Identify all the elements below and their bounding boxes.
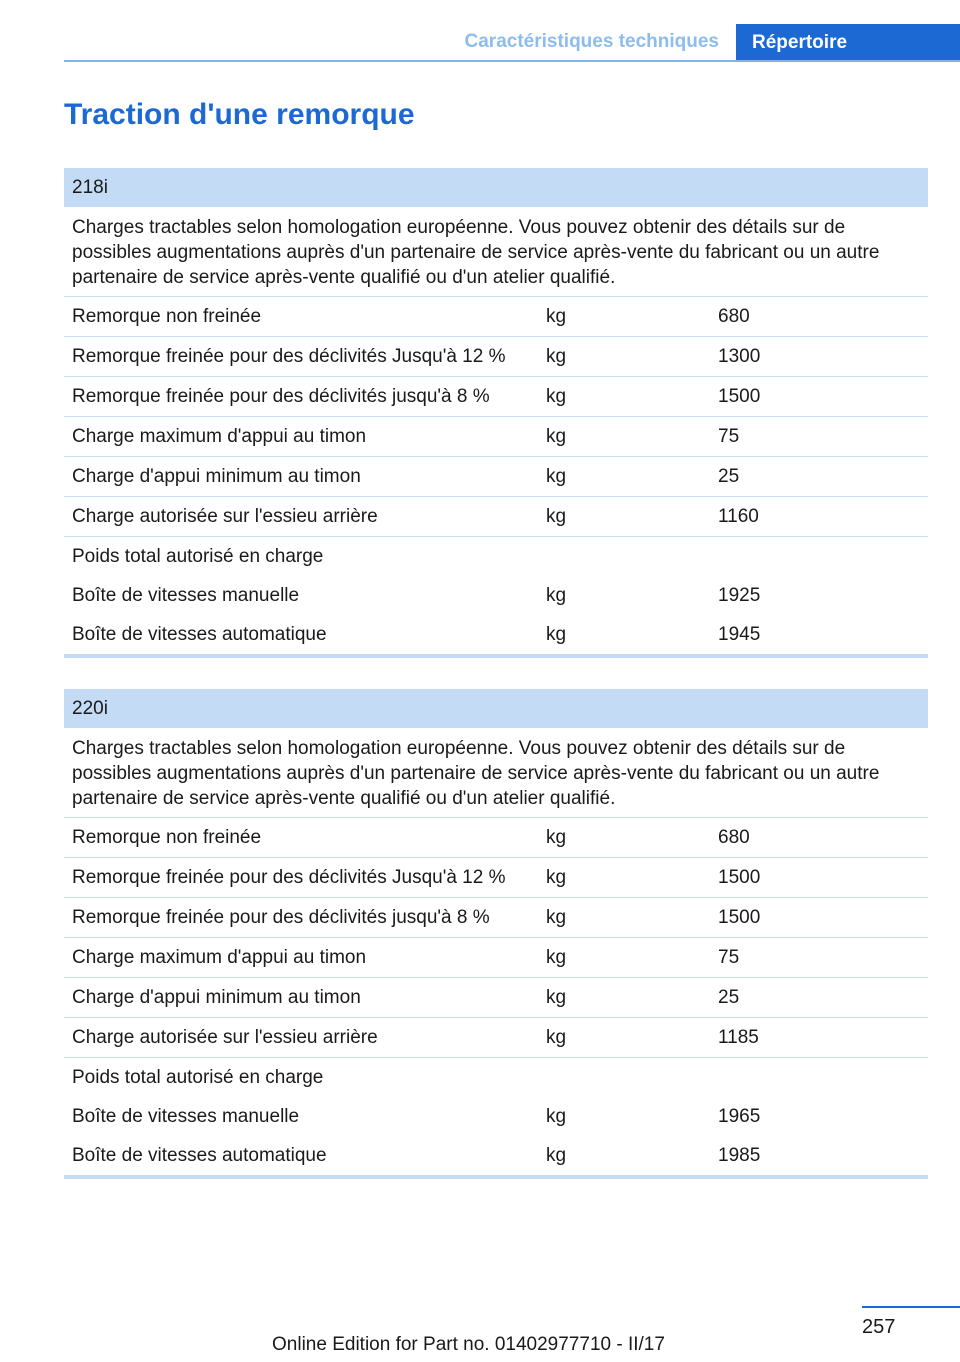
table-row bbox=[64, 1136, 928, 1175]
row-label: Boîte de vitesses automatique bbox=[72, 1145, 327, 1166]
row-value: 1160 bbox=[718, 506, 759, 527]
row-label: Charge d'appui minimum au timon bbox=[72, 466, 361, 487]
row-value: 1985 bbox=[718, 1145, 761, 1166]
row-label: Charge autorisée sur l'essieu arrière bbox=[72, 1027, 378, 1048]
row-value bbox=[710, 1058, 928, 1097]
row-value: 1925 bbox=[718, 585, 761, 606]
row-value: 1500 bbox=[718, 386, 761, 407]
page-title: Traction d'une remorque bbox=[64, 98, 415, 131]
row-unit: kg bbox=[546, 1106, 567, 1127]
header-divider bbox=[64, 60, 960, 62]
row-unit: kg bbox=[546, 386, 567, 407]
row-unit: kg bbox=[546, 426, 567, 447]
row-label: Charge maximum d'appui au timon bbox=[72, 947, 367, 968]
row-value bbox=[710, 537, 928, 576]
row-unit: kg bbox=[546, 624, 567, 645]
page-number: 257 bbox=[862, 1316, 896, 1338]
row-unit: kg bbox=[546, 466, 567, 487]
row-unit: kg bbox=[546, 987, 567, 1008]
table-row bbox=[64, 1058, 928, 1097]
row-label: Boîte de vitesses manuelle bbox=[72, 585, 300, 606]
row-value: 25 bbox=[718, 987, 740, 1008]
row-unit: kg bbox=[546, 1145, 567, 1166]
tab-caracteristiques-techniques[interactable]: Caractéristiques techniques bbox=[464, 31, 719, 52]
row-label: Charge maximum d'appui au timon bbox=[72, 426, 367, 447]
row-unit: kg bbox=[546, 827, 567, 848]
row-unit: kg bbox=[546, 867, 567, 888]
table-row bbox=[64, 576, 928, 615]
table-bottom-rule bbox=[64, 1175, 928, 1179]
table-description: Charges tractables selon homologation européenne. Vous pouvez obtenir des détails sur de possibles augmentations auprès d'un partenaire de service après-vente du fabricant ou un autre partenaire de service après-vente qualifié ou d'un atelier qualifié. bbox=[64, 728, 928, 818]
table-row bbox=[64, 978, 928, 1018]
row-value: 1185 bbox=[718, 1027, 759, 1048]
row-value: 1965 bbox=[718, 1106, 761, 1127]
row-value: 75 bbox=[718, 426, 740, 447]
row-label: Poids total autorisé en charge bbox=[72, 1067, 324, 1088]
row-label: Boîte de vitesses manuelle bbox=[72, 1106, 300, 1127]
table-row bbox=[64, 938, 928, 978]
row-unit: kg bbox=[546, 506, 567, 527]
table-row bbox=[64, 858, 928, 898]
row-unit bbox=[538, 1058, 710, 1097]
row-unit: kg bbox=[546, 947, 567, 968]
table-row bbox=[64, 898, 928, 938]
table-model-heading: 220i bbox=[64, 689, 928, 728]
row-label: Remorque freinée pour des déclivités Jusqu'à 12 % bbox=[72, 867, 506, 888]
table-row bbox=[64, 615, 928, 654]
spec-table-218i bbox=[64, 168, 928, 658]
row-value: 1500 bbox=[718, 867, 761, 888]
row-value: 1945 bbox=[718, 624, 761, 645]
row-label: Remorque freinée pour des déclivités jusqu'à 8 % bbox=[72, 386, 490, 407]
table-row bbox=[64, 537, 928, 576]
row-value: 680 bbox=[718, 827, 750, 848]
table-row bbox=[64, 337, 928, 377]
table-row bbox=[64, 297, 928, 337]
row-label: Remorque freinée pour des déclivités Jusqu'à 12 % bbox=[72, 346, 506, 367]
row-value: 75 bbox=[718, 947, 740, 968]
row-label: Poids total autorisé en charge bbox=[72, 546, 324, 567]
row-unit: kg bbox=[546, 346, 567, 367]
row-unit: kg bbox=[546, 1027, 567, 1048]
row-label: Remorque non freinée bbox=[72, 827, 262, 848]
row-label: Remorque non freinée bbox=[72, 306, 262, 327]
row-unit: kg bbox=[546, 306, 567, 327]
row-unit: kg bbox=[546, 907, 567, 928]
table-model-heading: 218i bbox=[64, 168, 928, 207]
row-value: 1500 bbox=[718, 907, 761, 928]
table-row bbox=[64, 818, 928, 858]
page-header bbox=[64, 24, 960, 62]
table-row bbox=[64, 497, 928, 537]
table-row bbox=[64, 377, 928, 417]
footer-edition: Online Edition for Part no. 01402977710 - II/17 bbox=[272, 1334, 665, 1355]
row-value: 680 bbox=[718, 306, 750, 327]
row-label: Boîte de vitesses automatique bbox=[72, 624, 327, 645]
table-row bbox=[64, 457, 928, 497]
row-label: Charge d'appui minimum au timon bbox=[72, 987, 361, 1008]
row-unit: kg bbox=[546, 585, 567, 606]
spec-table-220i bbox=[64, 689, 928, 1179]
row-unit bbox=[538, 537, 710, 576]
page-number-rule bbox=[862, 1306, 960, 1308]
table-description: Charges tractables selon homologation européenne. Vous pouvez obtenir des détails sur de possibles augmentations auprès d'un partenaire de service après-vente du fabricant ou un autre partenaire de service après-vente qualifié ou d'un atelier qualifié. bbox=[64, 207, 928, 297]
row-value: 25 bbox=[718, 466, 740, 487]
row-label: Remorque freinée pour des déclivités jusqu'à 8 % bbox=[72, 907, 490, 928]
table-row bbox=[64, 1097, 928, 1136]
table-row bbox=[64, 1018, 928, 1058]
row-label: Charge autorisée sur l'essieu arrière bbox=[72, 506, 378, 527]
table-bottom-rule bbox=[64, 654, 928, 658]
tab-repertoire[interactable]: Répertoire bbox=[736, 24, 960, 62]
table-row bbox=[64, 417, 928, 457]
row-value: 1300 bbox=[718, 346, 761, 367]
